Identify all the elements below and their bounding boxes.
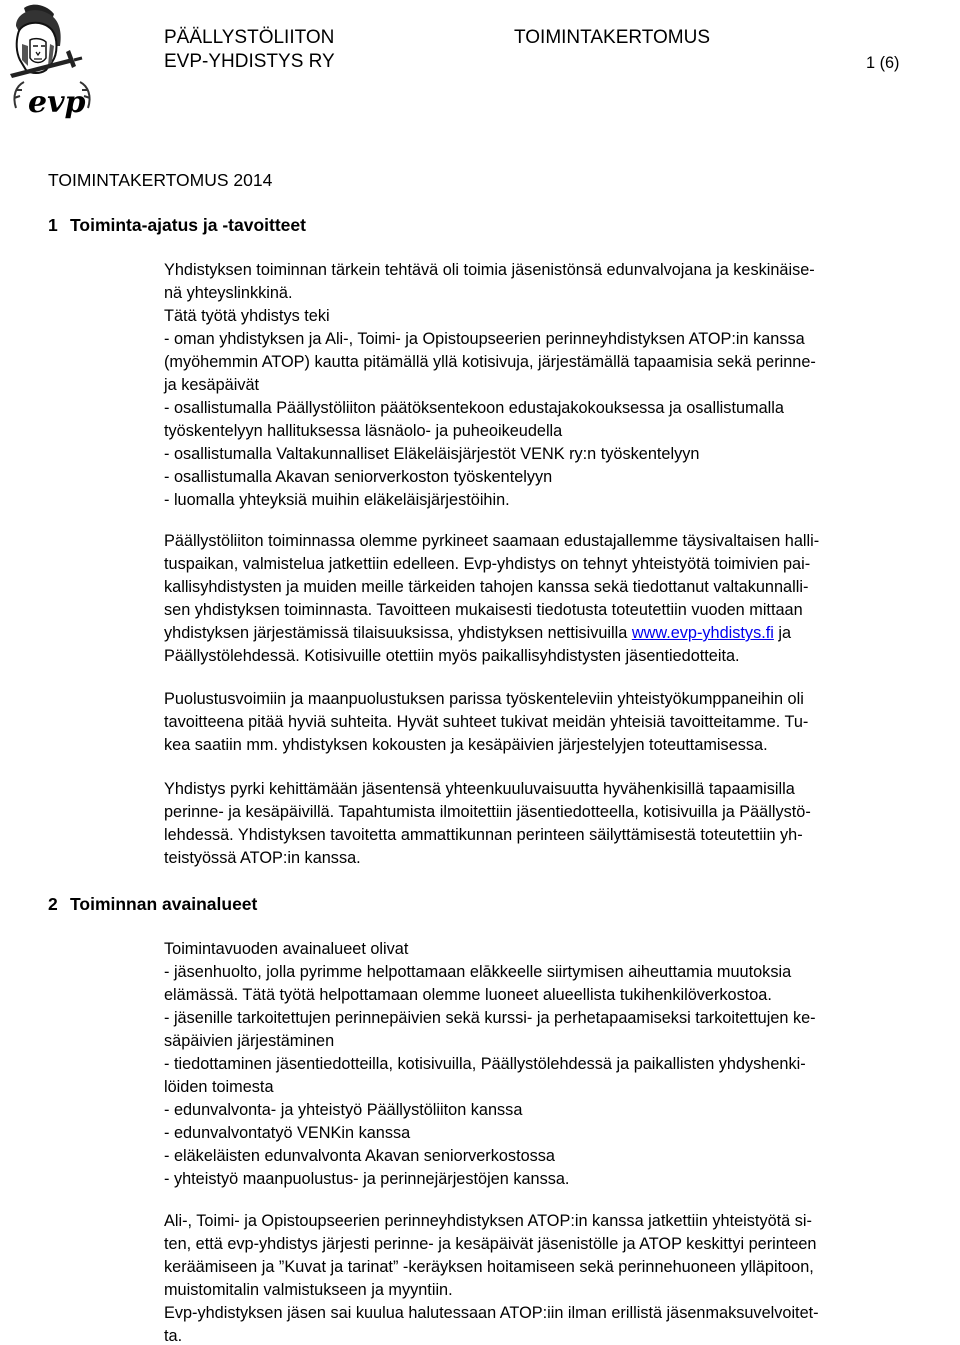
text-line: sen yhdistyksen toiminnasta. Tavoitteen mukaisesti tiedotusta toteutettiin vuoden mittaan <box>164 601 803 619</box>
logo-text: evp <box>28 85 86 120</box>
link-line-after: ja <box>773 624 792 642</box>
text-line: - jäsenille tarkoitettujen perinnepäivien sekä kurssi- ja perhetapaamiseksi tarkoitettujen ke- <box>164 1009 816 1027</box>
section-1-heading <box>48 213 306 237</box>
text-line: teistyössä ATOP:in kanssa. <box>164 849 361 867</box>
text-line: tavoitteena pitää hyviä suhteita. Hyvät suhteet tukivat meidän yhteisiä tavoitteitamme. Tu- <box>164 713 809 731</box>
text-line: Päällystölehdessä. Kotisivuille otettiin myös paikallisyhdistysten jäsentiedotteita. <box>164 647 740 665</box>
link-line-before: yhdistyksen järjestämissä tilaisuuksissa, yhdistyksen nettisivuilla <box>164 624 632 642</box>
text-line: Puolustusvoimiin ja maanpuolustuksen parissa työskenteleviin yhteistyökumppaneihin oli <box>164 690 804 708</box>
page-number: 1 (6) <box>866 54 900 72</box>
text-line: Ali-, Toimi- ja Opistoupseerien perinneyhdistyksen ATOP:in kanssa jatkettiin yhteistyötä si- <box>164 1212 812 1230</box>
section-number: 2 <box>48 894 58 914</box>
organization-logo <box>2 0 106 124</box>
text-line: kallisyhdistysten ja muiden meille tärkeiden tahojen kanssa sekä tiedottanut valtakunnalli- <box>164 578 809 596</box>
text-line: Päällystöliiton toiminnassa olemme pyrkineet saamaan edustajallemme täysivaltaisen halli- <box>164 532 820 550</box>
section-1-paragraph-4 <box>164 778 954 870</box>
text-line: - edunvalvonta- ja yhteistyö Päällystöliiton kanssa <box>164 1101 523 1119</box>
text-line: muistomitalin valmistukseen ja myyntiin. <box>164 1281 453 1299</box>
helmet-logo-icon <box>2 0 106 124</box>
text-line: ja kesäpäivät <box>164 376 260 394</box>
text-line: - jäsenhuolto, jolla pyrimme helpottamaan elākkeelle siirtymisen aiheuttamia muutoksia <box>164 963 792 981</box>
text-line: Tätä työtä yhdistys teki <box>164 307 330 325</box>
website-link[interactable]: www.evp-yhdistys.fi <box>631 624 774 642</box>
text-line: työskentelyyn hallituksessa läsnäolo- ja puheoikeudella <box>164 422 563 440</box>
text-line: lehdessä. Yhdistyksen tavoitetta ammattikunnan perinteen säilyttämisestä toteutettiin yh- <box>164 826 803 844</box>
text-line: elämässä. Tätä työtä helpottamaan olemme luoneet alueellista tukihenkilöverkostoa. <box>164 986 772 1004</box>
text-line: - osallistumalla Valtakunnalliset Eläkeläisjärjestöt VENK ry:n työskentelyyn <box>164 445 700 463</box>
text-line: kea saatiin mm. yhdistyksen kokousten ja kesäpäivien järjestelyjen toteuttamisessa. <box>164 736 768 754</box>
text-line: säpäivien järjestäminen <box>164 1032 335 1050</box>
text-line: ta. <box>164 1327 183 1345</box>
org-name-line2: EVP-YHDISTYS RY <box>164 51 335 72</box>
section-1-paragraph-1 <box>164 259 954 512</box>
page-title: TOIMINTAKERTOMUS 2014 <box>48 170 273 190</box>
text-line: - tiedottaminen jäsentiedotteilla, kotisivuilla, Päällystölehdessä ja paikallisten yhdyshenki- <box>164 1055 806 1073</box>
text-line: löiden toimesta <box>164 1078 274 1096</box>
section-2-heading <box>48 892 257 916</box>
section-title: Toiminta-ajatus ja -tavoitteet <box>70 215 306 235</box>
text-line: - luomalla yhteyksiä muihin eläkeläisjärjestöihin. <box>164 491 510 509</box>
text-line: Yhdistyksen toiminnan tärkein tehtävä oli toimia jäsenistönsä edunvalvojana ja keskinäise- <box>164 261 815 279</box>
text-line: keräämiseen ja ”Kuvat ja tarinat” -keräyksen hoitamiseen sekä perinnehuoneen ylläpitoon, <box>164 1258 814 1276</box>
section-1-paragraph-3 <box>164 688 954 757</box>
org-name-line1: PÄÄLLYSTÖLIITON <box>164 27 335 48</box>
section-number: 1 <box>48 215 58 235</box>
text-line: Yhdistys pyrki kehittämään jäsentensä yhteenkuuluvaisuutta hyvähenkisillä tapaamisilla <box>164 780 795 798</box>
text-line: - oman yhdistyksen ja Ali-, Toimi- ja Opistoupseerien perinneyhdistyksen ATOP:in kanssa <box>164 330 805 348</box>
text-line: ten, että evp-yhdistys järjesti perinne- ja kesäpäivät jäsenistölle ja ATOP keskittyi perinteen <box>164 1235 817 1253</box>
section-title: Toiminnan avainalueet <box>70 894 258 914</box>
text-line: - eläkeläisten edunvalvonta Akavan seniorverkostossa <box>164 1147 555 1165</box>
section-1-paragraph-2 <box>164 530 954 668</box>
text-line: perinne- ja kesäpäivillä. Tapahtumista ilmoitettiin jäsentiedotteella, kotisivuilla ja Päällystö- <box>164 803 811 821</box>
text-line: tuspaikan, valmistelua jatkettiin edelleen. Evp-yhdistys on tehnyt yhteistyötä toimivien pai- <box>164 555 811 573</box>
text-line: nä yhteyslinkkinä. <box>164 284 293 302</box>
text-line: Toimintavuoden avainalueet olivat <box>164 940 409 958</box>
text-line: - osallistumalla Akavan seniorverkoston työskentelyyn <box>164 468 553 486</box>
text-line: - yhteistyö maanpuolustus- ja perinnejärjestöjen kanssa. <box>164 1170 570 1188</box>
document-type: TOIMINTAKERTOMUS <box>514 27 711 48</box>
text-line: Evp-yhdistyksen jäsen sai kuulua halutessaan ATOP:iin ilman erillistä jäsenmaksuvelvoitet- <box>164 1304 819 1322</box>
text-line-with-link <box>164 622 954 645</box>
section-2-paragraph-2 <box>164 1210 954 1345</box>
section-2-paragraph-1 <box>164 938 954 1191</box>
text-line: (myöhemmin ATOP) kautta pitämällä yllä kotisivuja, järjestämällä tapaamisia sekä perinne- <box>164 353 816 371</box>
text-line: - edunvalvontatyö VENKin kanssa <box>164 1124 411 1142</box>
text-line: - osallistumalla Päällystöliiton päätöksentekoon edustajakokouksessa ja osallistumalla <box>164 399 784 417</box>
